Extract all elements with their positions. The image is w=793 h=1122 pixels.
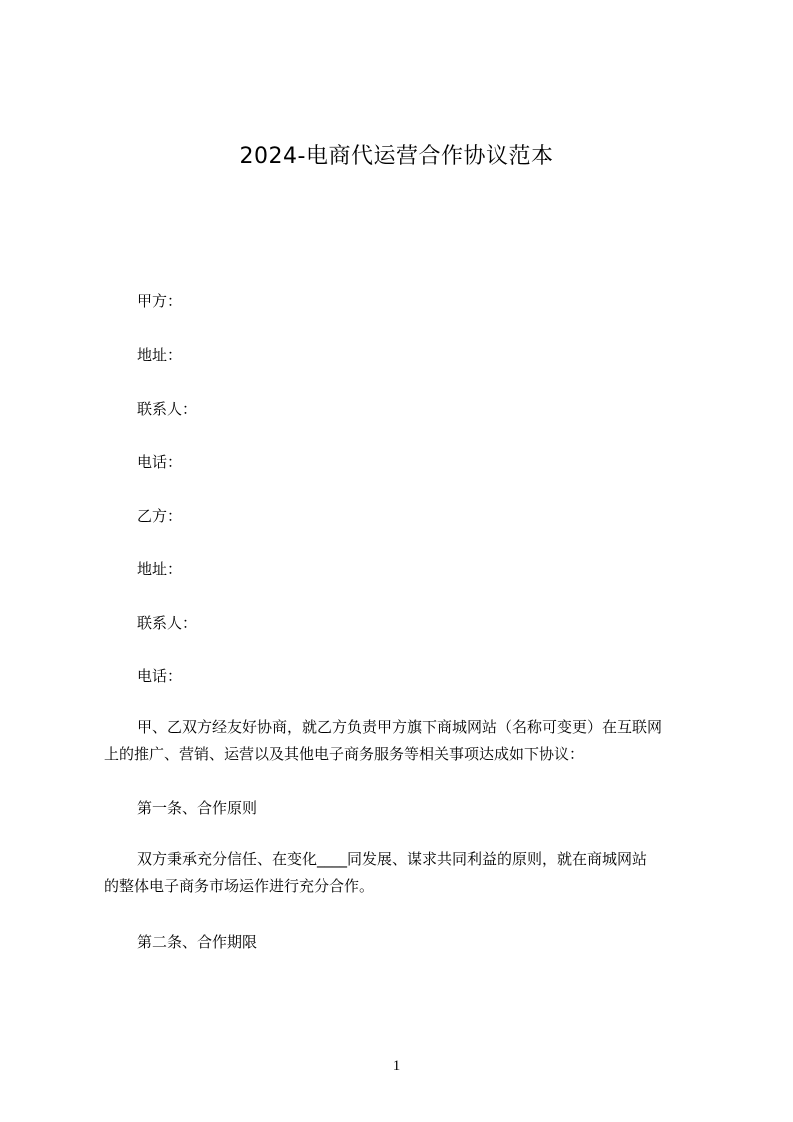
document-title: 2024-电商代运营合作协议范本 [239,144,554,169]
article-1-heading: 第一条、合作原则 [137,799,258,817]
article-2-heading: 第二条、合作期限 [137,933,258,951]
intro-line-1: 甲、乙双方经友好协商，就乙方负责甲方旗下商城网站（名称可变更）在互联网 [137,718,663,736]
article-1-line-1: 双方秉承充分信任、在变化____同发展、谋求共同利益的原则，就在商城网站 [137,850,648,868]
party-b-address-label: 地址： [137,560,183,578]
party-b-contact-label: 联系人： [137,614,198,632]
party-b-name-label: 乙方： [137,507,183,525]
page-number: 1 [392,1058,401,1074]
intro-paragraph [104,714,700,768]
article-1-paragraph [104,846,700,900]
party-a-name-label: 甲方： [137,292,183,310]
party-b-phone-label: 电话： [137,667,183,685]
party-a-address-label: 地址： [137,346,183,364]
article-1-line-2: 的整体电子商务市场运作进行充分合作。 [104,877,375,895]
intro-line-2: 上的推广、营销、运营以及其他电子商务服务等相关事项达成如下协议： [104,745,585,763]
party-a-phone-label: 电话： [137,453,183,471]
party-a-contact-label: 联系人： [137,400,198,418]
